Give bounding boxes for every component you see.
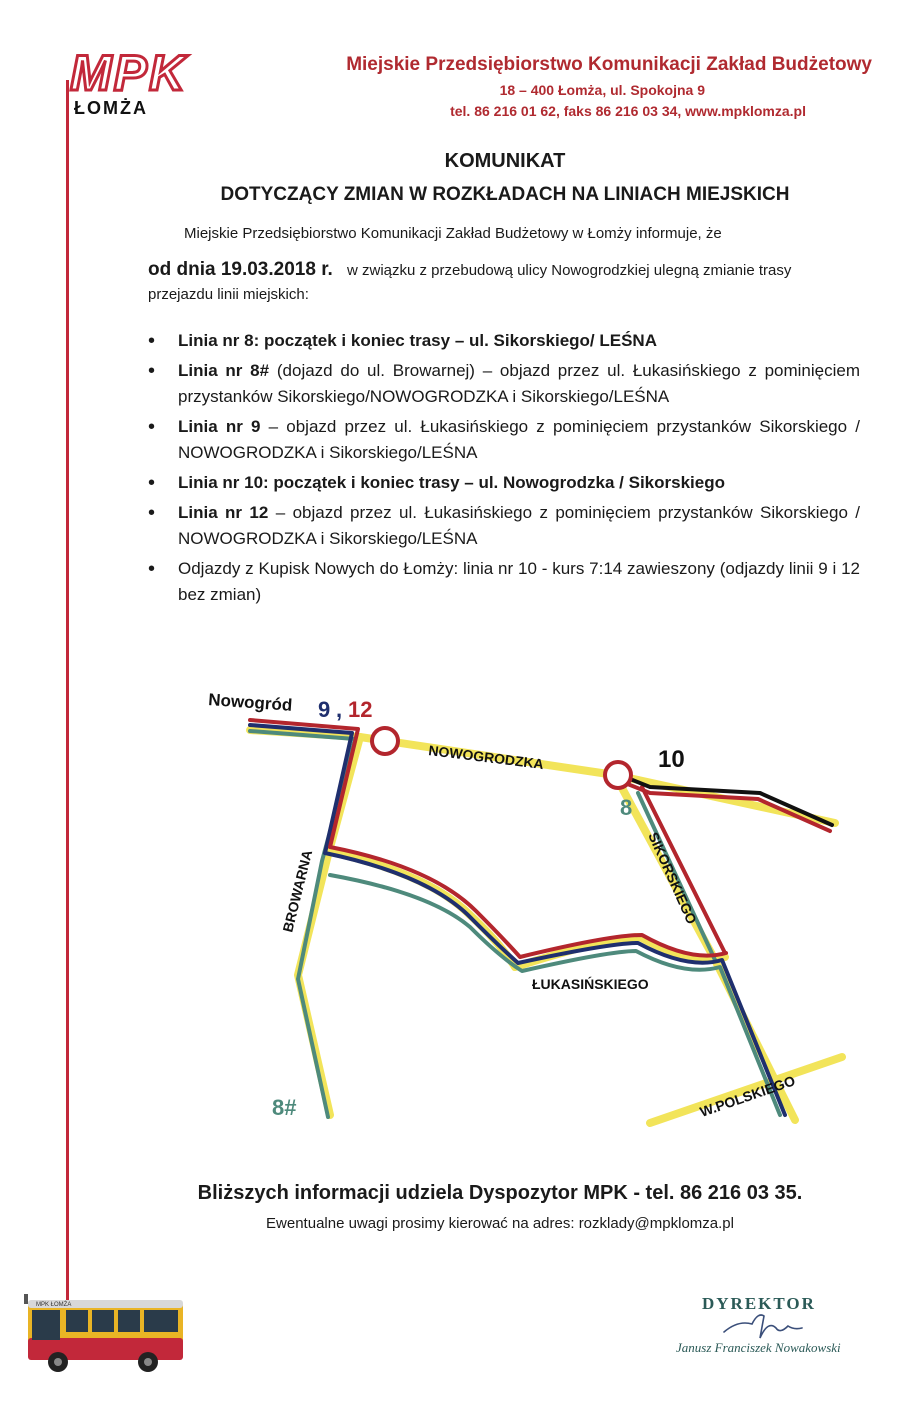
logo-text: MPK: [70, 45, 188, 101]
org-contact: tel. 86 216 01 62, faks 86 216 03 34, www.mpklomza.pl: [450, 103, 806, 119]
director-title: DYREKTOR: [702, 1294, 816, 1313]
mpk-logo: [62, 42, 272, 122]
route-line-8-detour: [330, 875, 780, 1115]
title-subject: DOTYCZĄCY ZMIAN W ROZKŁADACH NA LINIACH MIEJSKICH: [220, 184, 790, 205]
stop-browarna-nowogrodzka: [372, 728, 398, 754]
logo-city: ŁOMŻA: [74, 98, 148, 118]
route-line-12-sikorskiego: [642, 787, 725, 953]
bus-sign: MPK ŁOMŻA: [36, 1302, 72, 1308]
remarks-email: Ewentualne uwagi prosimy kierować na adres: rozklady@mpklomza.pl: [266, 1215, 734, 1232]
org-name: Miejskie Przedsiębiorstwo Komunikacji Zakład Budżetowy: [346, 54, 872, 75]
intro-text: Miejskie Przedsiębiorstwo Komunikacji Zakład Budżetowy w Łomży informuje, że: [184, 225, 722, 242]
label-comma: ,: [336, 697, 343, 722]
dispatcher-contact: Bliższych informacji udziela Dyspozytor MPK - tel. 86 216 03 35.: [197, 1182, 803, 1204]
route-line-9: [250, 725, 785, 1115]
label-nowogrod: Nowogród: [207, 690, 293, 715]
list-item: • Linia nr 9 – objazd przez ul. Łukasińskiego z pominięciem przystanków Sikorskiego / NOWOGRODZKA i Sikorskiego/LEŚNA: [148, 414, 860, 466]
date-paragraph: [148, 258, 860, 307]
label-nowogrodzka: NOWOGRODZKA: [427, 742, 545, 773]
date-paragraph-text: w związku z przebudową ulicy Nowogrodzkiej ulegną zmianie trasy przejazdu linii miejskich:: [148, 262, 792, 303]
title-komunikat: KOMUNIKAT: [444, 150, 566, 172]
red-margin-line: [66, 80, 69, 1300]
stop-sikorskiego-nowogrodzka: [605, 762, 631, 788]
list-item: • Linia nr 8# (dojazd do ul. Browarnej) – objazd przez ul. Łukasińskiego z pominięciem przystanków Sikorskiego/NOWOGRODZKA i Sikorskiego/LEŚNA: [148, 358, 860, 410]
signature: [718, 1310, 818, 1342]
org-address: 18 – 400 Łomża, ul. Spokojna 9: [499, 82, 705, 98]
label-browarna: BROWARNA: [279, 848, 316, 934]
label-line-8-hash: 8#: [272, 1095, 297, 1120]
bus-image: [18, 1282, 188, 1377]
route-map: [180, 675, 860, 1145]
changes-list: [148, 328, 860, 612]
list-item: • Linia nr 12 – objazd przez ul. Łukasińskiego z pominięciem przystanków Sikorskiego / NOWOGRODZKA i Sikorskiego/LEŚNA: [148, 500, 860, 552]
label-line-12: 12: [348, 697, 373, 722]
list-item: • Linia nr 8: początek i koniec trasy – ul. Sikorskiego/ LEŚNA: [148, 328, 860, 354]
label-line-8: 8: [620, 795, 633, 820]
list-item: • Linia nr 10: początek i koniec trasy – ul. Nowogrodzka / Sikorskiego: [148, 470, 860, 496]
label-line-10: 10: [658, 746, 685, 773]
list-item: • Odjazdy z Kupisk Nowych do Łomży: linia nr 10 - kurs 7:14 zawieszony (odjazdy linii 9 i 12 bez zmian): [148, 556, 860, 608]
label-sikorskiego: SIKORSKIEGO: [645, 829, 701, 927]
label-line-9: 9: [318, 697, 331, 722]
label-lukasinskiego: ŁUKASIŃSKIEGO: [532, 976, 649, 992]
label-wpolskiego: W.POLSKIEGO: [697, 1072, 798, 1120]
effective-date: od dnia 19.03.2018 r.: [148, 259, 333, 280]
director-name: Janusz Franciszek Nowakowski: [676, 1340, 841, 1355]
